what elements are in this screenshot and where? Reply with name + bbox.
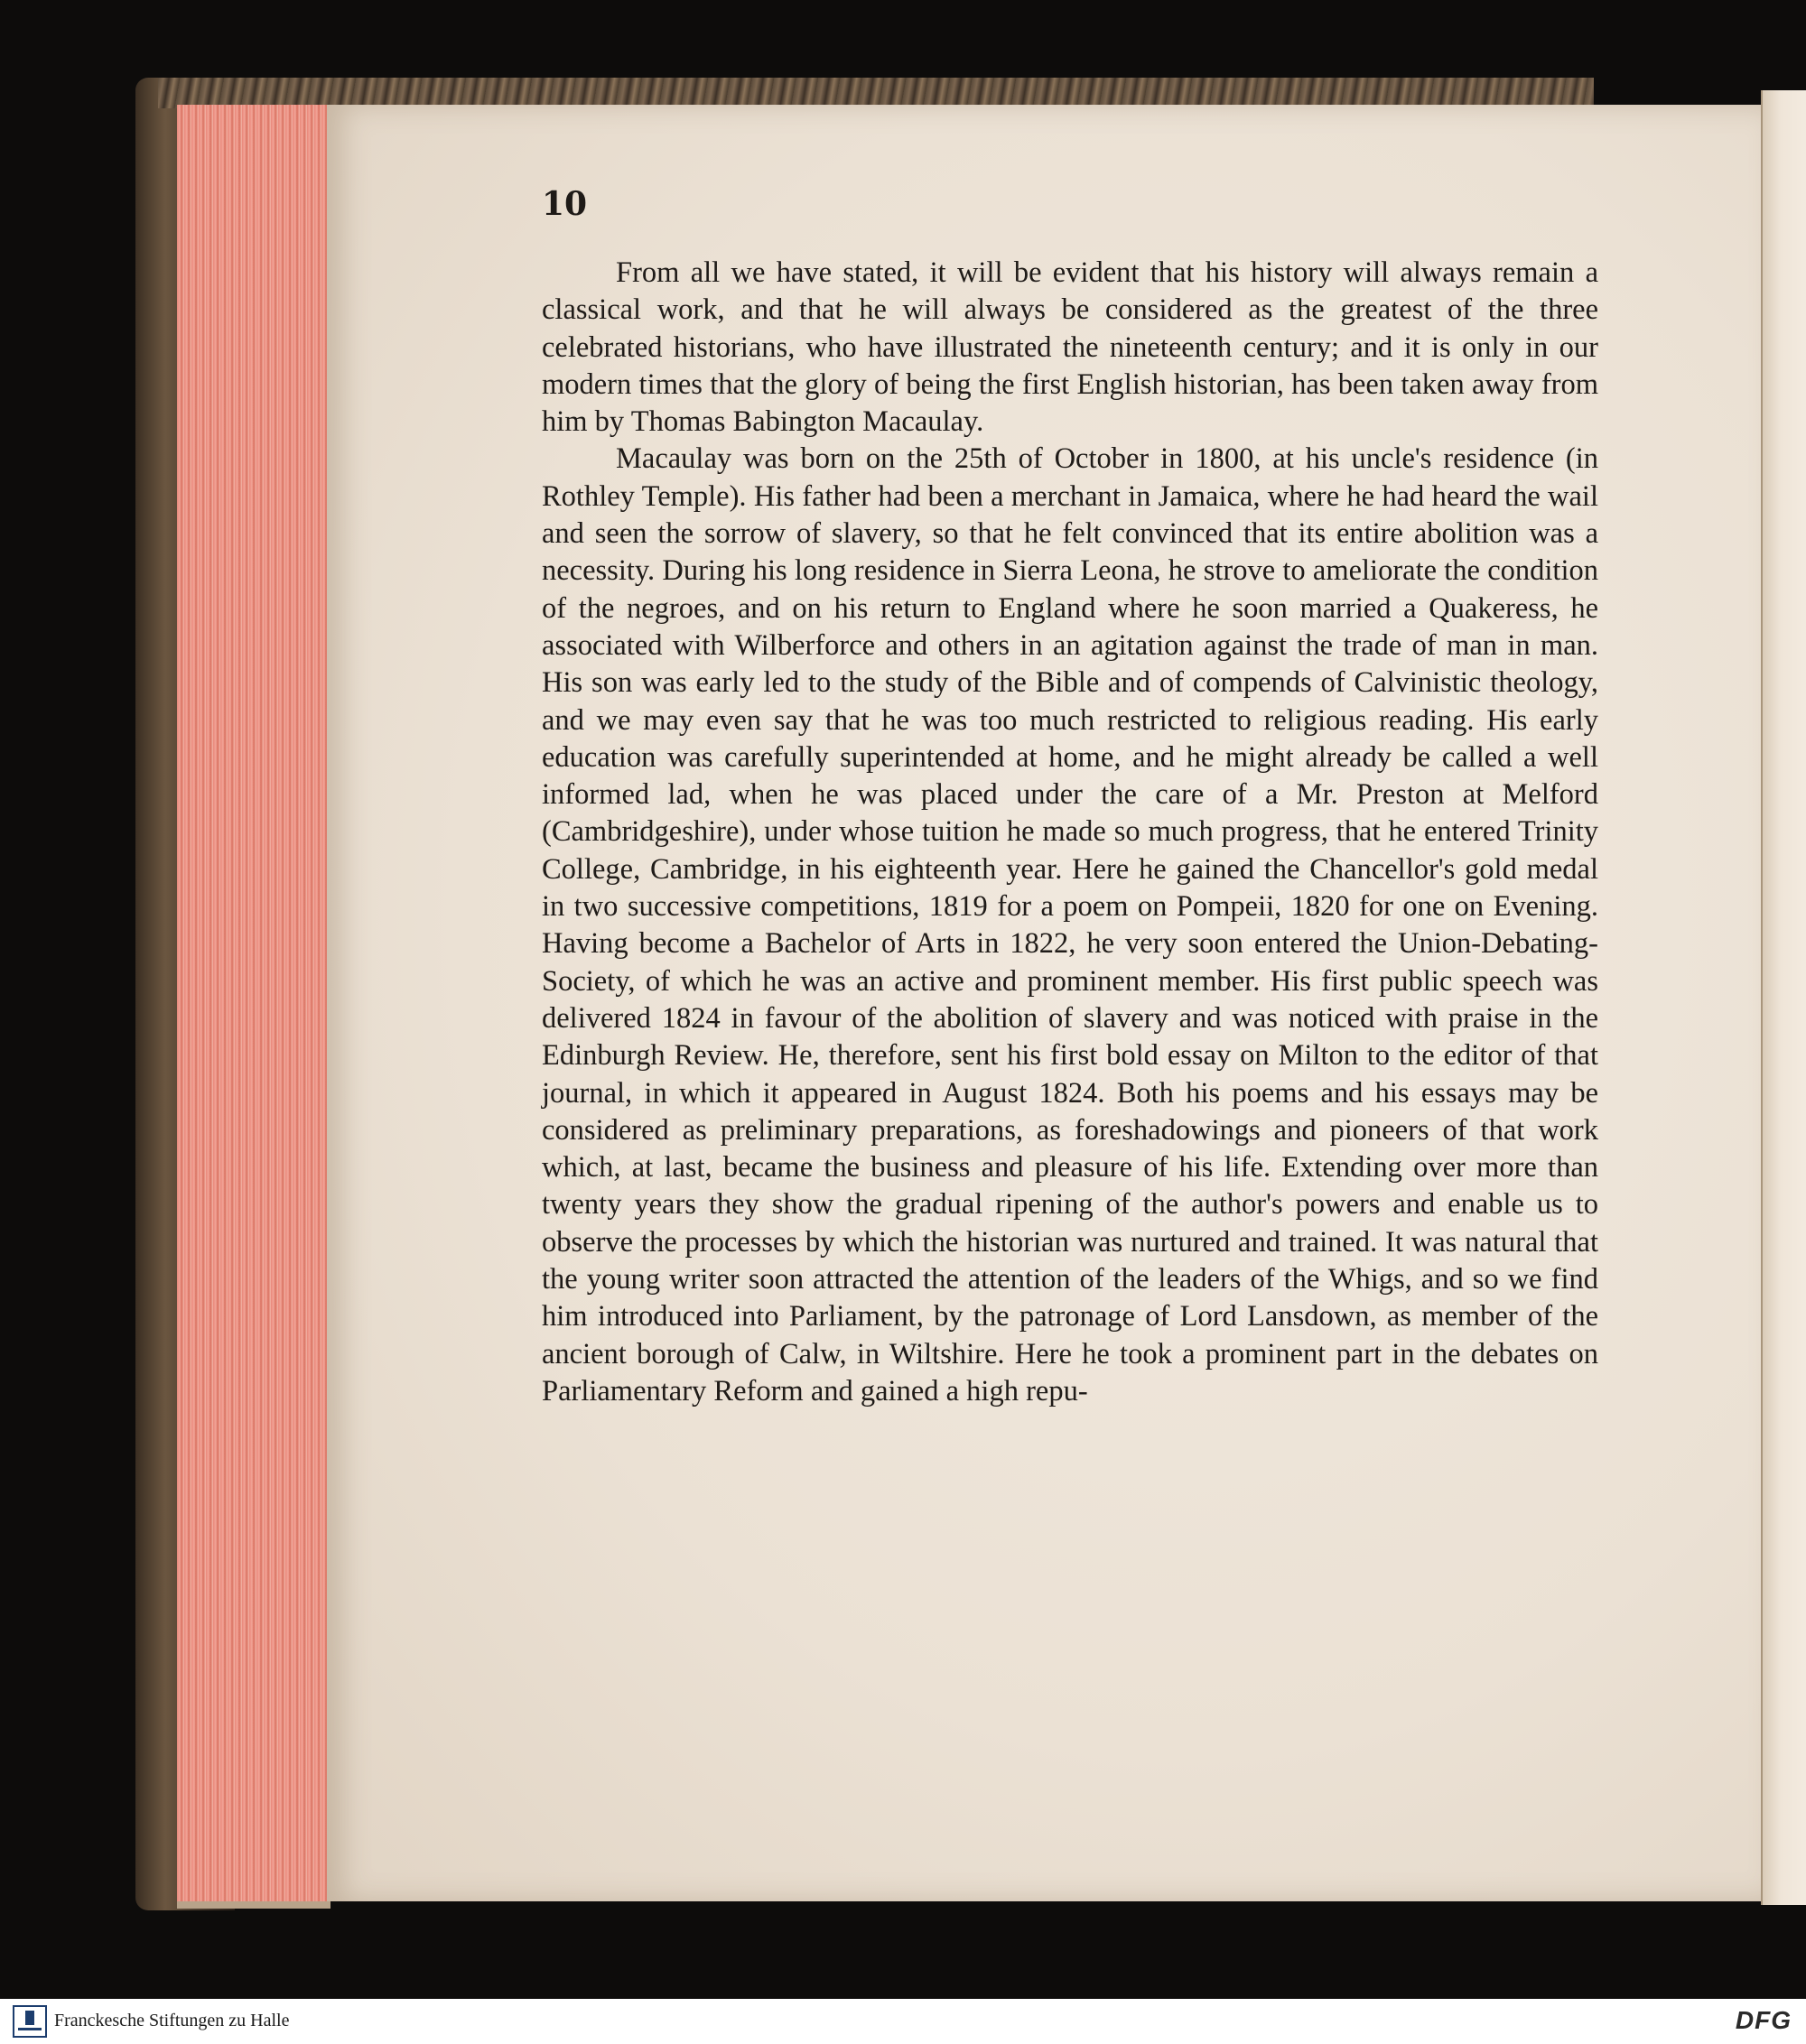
paragraph-2: Macaulay was born on the 25th of October in 1800, at his uncle's residence (in Rothley Temple). His father had been a merchant in Jamaica, where he had heard the wail and seen the sorrow of slavery, so that he felt convinced that its entire abolition was a necessity. During his long residence in Sierra Leona, he strove to ameliorate the condition of the negroes, and on his return to England where he soon married a Quakeress, he associated with Wilberforce and others in an agitation against the trade of man in man. His son was early led to the study of the Bible and of compends of Calvinistic theology, and we may even say that he was too much restricted to religious reading. His early education was carefully superintended at home, and he might already be called a well informed lad, when he was placed under the care of a Mr. Preston at Melford (Cambridgeshire), under whose tuition he made so much progress, that he entered Trinity College, Cambridge, in his eighteenth year. Here he gained the Chancellor's gold medal in two successive competitions, 1819 for a poem on Pompeii, 1820 for one on Evening. Having become a Bachelor of Arts in 1822, he very soon entered the Union-Debating-Society, of which he was an active and prominent member. His first public speech was delivered 1824 in favour of the abolition of slavery and was noticed with praise in the Edinburgh Review. He, therefore, sent his first bold essay on Milton to the editor of that journal, in which it appeared in August 1824. Both his poems and his essays may be considered as preliminary preparations, as foreshadowings and pioneers of that work which, at last, became the business and pleasure of his life. Extending over more than twenty years they show the gradual ripening of the author's powers and enable us to observe the processes by which the historian was nurtured and trained. It was natural that the young writer soon attracted the attention of the leaders of the Whigs, and so we find him introduced into Parliament, by the patronage of Lord Lansdown, as member of the ancient borough of Calw, in Wiltshire. Here he took a prominent part in the debates on Parliamentary Reform and gained a high repu-: [542, 442, 1598, 1408]
red-page-edges: [177, 105, 330, 1909]
viewer-footer: [0, 1999, 1806, 2044]
page-number: 10: [542, 185, 588, 223]
dfg-logo[interactable]: DFG: [1735, 2006, 1792, 2034]
franckesche-stiftungen-logo-icon[interactable]: [13, 2005, 47, 2038]
paragraph-1: From all we have stated, it will be evident that his history will always remain a classical work, and that he will always be considered as the greatest of the three celebrated historians, who have illustrated the nineteenth century; and it is only in our modern times that the glory of being the first English historian, has been taken away from him by Thomas Babington Macaulay.: [542, 256, 1598, 439]
body-text: [542, 255, 1598, 1410]
facing-page-edge: [1761, 90, 1806, 1905]
marbled-cover-top: [158, 78, 1594, 108]
institution-name[interactable]: Franckesche Stiftungen zu Halle: [54, 2011, 290, 2030]
